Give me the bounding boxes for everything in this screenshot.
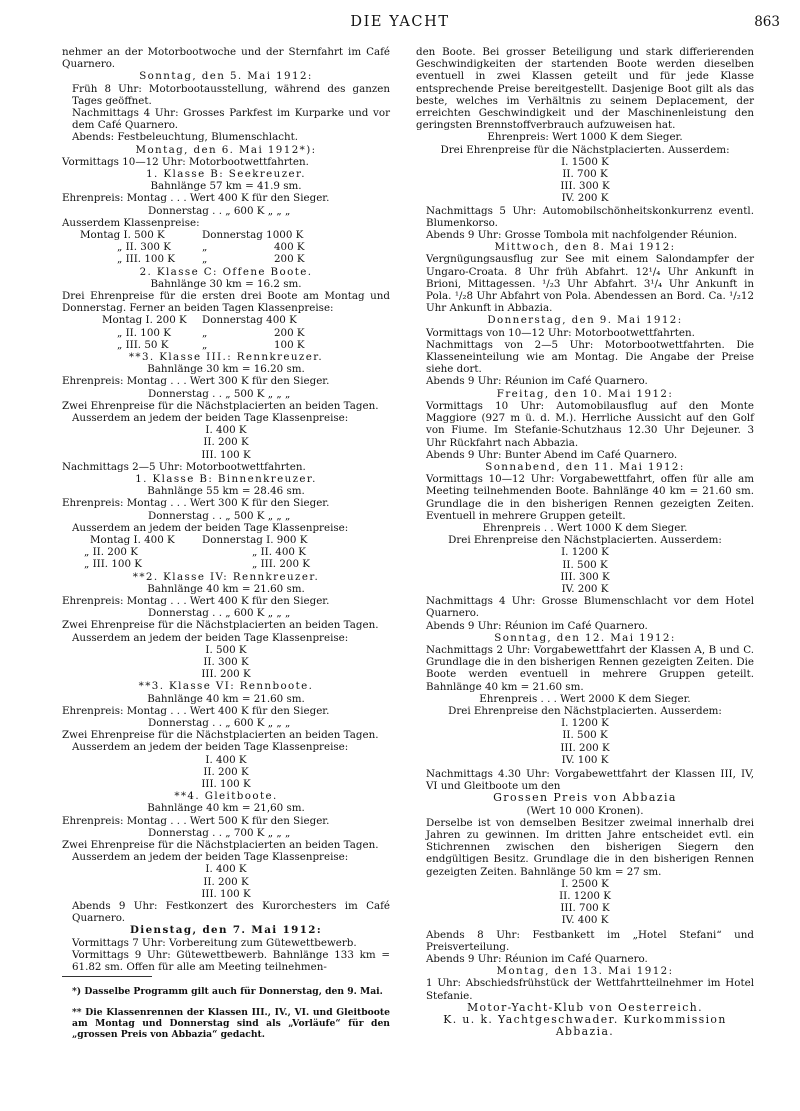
grand-prize-title: Grossen Preis von Abbazia	[493, 791, 677, 805]
prize-line: Donnerstag . . „ 600 K „ „ „	[148, 717, 291, 730]
prize-line: Drei Ehrenpreise den Nächstplacierten. Ausserdem:	[448, 704, 722, 717]
prize-row: Montag I. 500 K Donnerstag 1000 K	[80, 229, 304, 242]
prize-row: Montag I. 400 K Donnerstag I. 900 K	[90, 534, 308, 547]
right-column	[416, 46, 754, 1038]
prize-value: IV. 200 K	[561, 192, 609, 205]
class-heading: 1. Klasse B: Seekreuzer.	[146, 168, 306, 181]
prize-value: I. 500 K	[205, 643, 247, 656]
prize-row: „ III. 100 K „ III. 200 K	[84, 558, 310, 571]
paragraph: Drei Ehrenpreise für die ersten drei Boote am Montag und Donnerstag. Ferner an beiden Tagen Klassenpreise:	[62, 290, 390, 315]
prize-value: III. 200 K	[560, 741, 610, 754]
course-length: Bahnlänge 40 km = 21.60 sm.	[147, 582, 305, 595]
program-item: Nachmittags von 2—5 Uhr: Motorbootwettfahrten. Die Klasseneinteilung wie am Montag. Die Angabe der Preise siehe dort.	[426, 338, 754, 376]
day-heading: Sonntag, den 5. Mai 1912:	[139, 70, 313, 83]
program-item: Vormittags 9 Uhr: Gütewettbewerb. Bahnlänge 133 km = 61.82 sm. Offen für alle am Meeting teilnehmen-	[72, 948, 390, 974]
class-heading: **2. Klasse IV: Rennkreuzer.	[132, 570, 320, 583]
prize-line: Drei Ehrenpreise den Nächstplacierten. Ausserdem:	[448, 534, 722, 547]
class-heading: **3. Klasse VI: Rennboote.	[138, 680, 314, 693]
course-length: Bahnlänge 30 km = 16.2 sm.	[150, 277, 302, 290]
grand-prize-value: (Wert 10 000 Kronen).	[526, 804, 644, 817]
paragraph: Vergnügungsausflug zur See mit einem Salondampfer der Ungaro-Croata. 8 Uhr früh Abfahrt. 12¹/₄ Uhr Ankunft in Brioni, Mittagessen. ¹/₂3 Uhr Abfahrt. 3¹/₄ Uhr Ankunft in Pola. ¹/₂8 Uhr Abfahrt von Pola. Abendessen an Bord. Ca. ¹/₂12 Uhr Ankunft in Abbazia.	[426, 253, 754, 315]
prize-value: I. 1500 K	[561, 155, 609, 168]
prize-row: Montag I. 200 K Donnerstag 400 K	[102, 314, 297, 327]
footnote: *) Dasselbe Programm gilt auch für Donnerstag, den 9. Mai.	[72, 986, 383, 998]
paragraph: nehmer an der Motorbootwoche und der Sternfahrt im Café Quarnero.	[62, 46, 390, 71]
class-heading: **3. Klasse III.: Rennkreuzer.	[128, 350, 324, 363]
prize-line: Donnerstag . . „ 600 K „ „ „	[148, 204, 291, 217]
program-item: Vormittags 10 Uhr: Automobilausflug auf den Monte Maggiore (927 m ü. d. M.). Herrliche Aussicht auf den Golf von Fiume. Im Stefanie-Schutzhaus 12.30 Uhr Dejeuner. 3 Uhr Rückfahrt nach Abbazia.	[426, 399, 754, 449]
paragraph: Zwei Ehrenpreise für die Nächstplacierten an beiden Tagen.	[62, 729, 379, 742]
page-header	[0, 14, 800, 36]
prize-line: Donnerstag . . „ 700 K „ „ „	[148, 826, 291, 839]
program-item: Abends 9 Uhr: Réunion im Café Quarnero.	[426, 375, 648, 388]
day-heading: Dienstag, den 7. Mai 1912:	[129, 924, 323, 937]
program-item: Abends 9 Uhr: Grosse Tombola mit nachfolgender Réunion.	[426, 229, 738, 242]
prize-value: II. 500 K	[562, 558, 608, 571]
program-item: Abends 9 Uhr: Réunion im Café Quarnero.	[426, 953, 648, 966]
prize-value: I. 400 K	[205, 424, 247, 437]
class-heading: **4. Gleitboote.	[174, 790, 278, 803]
prize-heading: Ausserdem an jedem der beiden Tage Klassenpreise:	[72, 851, 349, 864]
program-item: Vormittags 10—12 Uhr: Motorbootwettfahrten.	[62, 155, 309, 168]
prize-value: III. 300 K	[560, 570, 610, 583]
prize-value: III. 100 K	[201, 887, 251, 900]
day-heading: Donnerstag, den 9. Mai 1912:	[487, 314, 683, 327]
program-item: Nachmittags 5 Uhr: Automobilschönheitskonkurrenz eventl. Blumenkorso.	[426, 204, 754, 229]
prize-value: III. 100 K	[201, 778, 251, 791]
paragraph: Zwei Ehrenpreise für die Nächstplacierten an beiden Tagen.	[62, 619, 379, 632]
program-item: Abends 9 Uhr: Bunter Abend im Café Quarnero.	[426, 448, 678, 461]
program-item: 1 Uhr: Abschiedsfrühstück der Wettfahrtteilnehmer im Hotel Stefanie.	[426, 977, 754, 1002]
left-column	[62, 46, 390, 1050]
prize-value: I. 1200 K	[561, 546, 609, 559]
prize-line: Donnerstag . . „ 500 K „ „ „	[148, 387, 291, 400]
paragraph: den Boote. Bei grosser Beteiligung und stark differierenden Geschwindigkeiten der startenden Boote werden dieselben eventuell in zwei Klassen geteilt und für jede Klasse entsprechende Preise bereitgestellt. Dasjenige Boot gilt als das beste, welches im Verhältnis zu seinem Deplacement, der erreichten Geschwindigkeit und der Maschinenleistung den geringsten Brennstoffverbrauch aufzuweisen hat.	[416, 46, 754, 132]
course-length: Bahnlänge 57 km = 41.9 sm.	[150, 180, 302, 193]
prize-row: „ III. 100 K „ 200 K	[117, 253, 305, 266]
prize-value: I. 2500 K	[561, 877, 609, 890]
prize-heading: Ausserdem an jedem der beiden Tage Klassenpreise:	[72, 741, 349, 754]
prize-line: Ehrenpreis . . . Wert 2000 K dem Sieger.	[479, 692, 691, 705]
footnote-rule	[62, 976, 152, 977]
program-item: Nachmittags 4 Uhr: Grosse Blumenschlacht vor dem Hotel Quarnero.	[426, 595, 754, 620]
prize-line: Ehrenpreis: Montag . . . Wert 400 K für den Sieger.	[62, 192, 330, 205]
prize-value: II. 200 K	[203, 436, 249, 449]
day-heading: Montag, den 6. Mai 1912*):	[135, 143, 317, 156]
program-item: Abends 8 Uhr: Festbankett im „Hotel Stefani“ und Preisverteilung.	[426, 928, 754, 953]
prize-heading: Ausserdem Klassenpreise:	[62, 216, 200, 229]
program-item: Nachmittags 2—5 Uhr: Motorbootwettfahrten.	[62, 460, 306, 473]
prize-line: Donnerstag . . „ 600 K „ „ „	[148, 607, 291, 620]
prize-line: Ehrenpreis: Montag . . . Wert 400 K für den Sieger.	[62, 704, 330, 717]
journal-title: DIE YACHT	[350, 14, 450, 30]
day-heading: Mittwoch, den 8. Mai 1912:	[494, 241, 676, 254]
prize-line: Drei Ehrenpreise für die Nächstplacierten. Ausserdem:	[440, 143, 730, 156]
prize-value: IV. 200 K	[561, 582, 609, 595]
prize-heading: Ausserdem an jedem der beiden Tage Klassenpreise:	[72, 412, 349, 424]
prize-row: „ II. 300 K „ 400 K	[117, 241, 305, 254]
prize-line: Ehrenpreis: Wert 1000 K dem Sieger.	[487, 131, 683, 144]
program-item: Abends: Festbeleuchtung, Blumenschlacht.	[72, 131, 299, 144]
program-item: Vormittags von 10—12 Uhr: Motorbootwettfahrten.	[426, 326, 695, 339]
course-length: Bahnlänge 30 km = 16.20 sm.	[147, 363, 305, 376]
program-item: Abends 9 Uhr: Festkonzert des Kurorchesters im Café Quarnero.	[72, 900, 390, 925]
course-length: Bahnlänge 40 km = 21.60 sm.	[147, 692, 305, 705]
footnote: ** Die Klassenrennen der Klassen III., IV., VI. und Gleitboote am Montag und Donnerstag sind als „Vorläufe“ für den „grossen Preis von Abbazia“ gedacht.	[72, 1006, 390, 1041]
class-heading: 1. Klasse B: Binnenkreuzer.	[135, 473, 317, 486]
prize-value: II. 200 K	[203, 875, 249, 888]
course-length: Bahnlänge 55 km = 28.46 sm.	[147, 485, 305, 498]
prize-value: III. 300 K	[560, 180, 610, 193]
paragraph: Derselbe ist von demselben Besitzer zweimal innerhalb drei Jahren zu gewinnen. Im dritten Jahre entscheidet evtl. ein Stichrennen zwischen den bisherigen Siegern den endgültigen Besitz. Grundlage die in den bisherigen Rennen gezeigten Zeiten. Bahnlänge 50 km = 27 sm.	[426, 816, 754, 878]
organizer: Motor-Yacht-Klub von Oesterreich.	[467, 1000, 703, 1014]
prize-line: Ehrenpreis: Montag . . . Wert 500 K für den Sieger.	[62, 814, 330, 827]
organizer: K. u. k. Yachtgeschwader. Kurkommission Abbazia.	[443, 1013, 727, 1039]
prize-value: I. 400 K	[205, 863, 247, 876]
day-heading: Montag, den 13. Mai 1912:	[496, 965, 674, 978]
prize-value: III. 100 K	[201, 448, 251, 461]
program-item: Vormittags 10—12 Uhr: Vorgabewettfahrt, offen für alle am Meeting teilnehmenden Boote. Bahnlänge 40 km = 21.60 sm. Grundlage die in den bisherigen Rennen gezeigten Zeiten. Eventuell in mehrere Gruppen geteilt.	[426, 473, 754, 522]
program-item: Abends 9 Uhr: Réunion im Café Quarnero.	[426, 619, 648, 632]
prize-value: II. 1200 K	[559, 890, 611, 903]
prize-heading: Ausserdem an jedem der beiden Tage Klassenpreise:	[72, 521, 349, 534]
program-item: Nachmittags 4.30 Uhr: Vorgabewettfahrt der Klassen III, IV, VI und Gleitboote um den	[426, 767, 754, 793]
course-length: Bahnlänge 40 km = 21,60 sm.	[147, 802, 305, 815]
prize-line: Ehrenpreis: Montag . . . Wert 400 K für den Sieger.	[62, 595, 330, 607]
prize-value: II. 300 K	[203, 656, 249, 669]
prize-value: I. 1200 K	[561, 717, 609, 730]
prize-line: Ehrenpreis . . Wert 1000 K dem Sieger.	[482, 521, 688, 534]
prize-row: „ III. 50 K „ 100 K	[117, 338, 305, 351]
paragraph: Zwei Ehrenpreise für die Nächstplacierten an beiden Tagen.	[62, 399, 379, 412]
day-heading: Sonntag, den 12. Mai 1912:	[494, 631, 676, 644]
prize-value: I. 400 K	[205, 753, 247, 766]
day-heading: Sonnabend, den 11. Mai 1912:	[485, 460, 685, 473]
prize-value: II. 200 K	[203, 765, 249, 778]
day-heading: Freitag, den 10. Mai 1912:	[496, 387, 674, 400]
prize-line: Ehrenpreis: Montag . . . Wert 300 K für den Sieger.	[62, 497, 330, 510]
program-item: Früh 8 Uhr: Motorbootausstellung, während des ganzen Tages geöffnet.	[72, 82, 390, 107]
prize-value: IV. 400 K	[561, 914, 609, 927]
prize-value: III. 200 K	[201, 668, 251, 681]
prize-row: „ II. 200 K „ II. 400 K	[84, 546, 306, 559]
prize-heading: Ausserdem an jedem der beiden Tage Klassenpreise:	[72, 631, 349, 644]
prize-line: Donnerstag . . „ 500 K „ „ „	[148, 509, 291, 522]
program-item: Vormittags 7 Uhr: Vorbereitung zum Gütewettbewerb.	[72, 936, 357, 949]
prize-value: III. 700 K	[560, 902, 610, 915]
prize-line: Ehrenpreis: Montag . . . Wert 300 K für den Sieger.	[62, 375, 330, 388]
page-number: 863	[754, 14, 780, 30]
prize-value: II. 700 K	[562, 168, 608, 181]
paragraph: Zwei Ehrenpreise für die Nächstplacierten an beiden Tagen.	[62, 839, 379, 852]
program-item: Nachmittags 2 Uhr: Vorgabewettfahrt der Klassen A, B und C. Grundlage die in den bisherigen Rennen gezeigten Zeiten. Die Boote werden eventuell in mehrere Gruppen geteilt. Bahnlänge 40 km = 21.60 sm.	[426, 643, 754, 693]
program-item: Nachmittags 4 Uhr: Grosses Parkfest im Kurparke und vor dem Café Quarnero.	[72, 107, 390, 132]
prize-value: II. 500 K	[562, 729, 608, 742]
prize-value: IV. 100 K	[561, 753, 609, 766]
class-heading: 2. Klasse C: Offene Boote.	[139, 265, 313, 278]
prize-row: „ II. 100 K „ 200 K	[117, 326, 305, 339]
